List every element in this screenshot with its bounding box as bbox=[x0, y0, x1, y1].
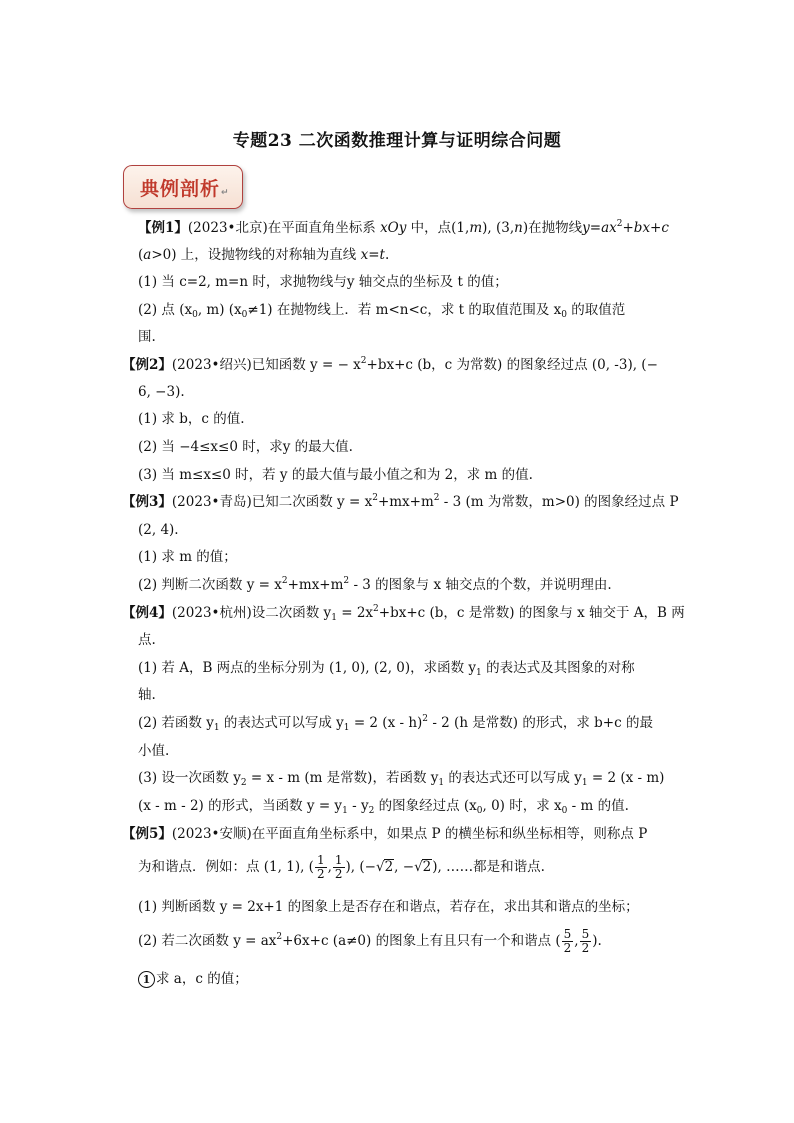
example-1-question-1: (1) 当 c=2, m=n 时，求抛物线与y 轴交点的坐标及 t 的值； bbox=[138, 274, 508, 290]
example-4-question-3-cont: (x - m - 2) 的形式，当函数 $y = y_1 - y_2$ 的图象经过点 ($x_0$, 0) 时，求 $x_0$ - m 的值. bbox=[138, 798, 629, 816]
section-badge-label: 典例剖析↵ bbox=[140, 178, 230, 200]
example-2-question-3: (3) 当 m≤x≤0 时，若 y 的最大值与最小值之和为 2，求 m 的值. bbox=[138, 467, 533, 483]
page-title: 专题23 二次函数推理计算与证明综合问题 bbox=[232, 131, 562, 151]
example-4-line-2: 点. bbox=[138, 632, 156, 648]
example-4-question-2: (2) 若函数 $y_1$ 的表达式可以写成 $y_1 = 2$ (x - h)$^2$ - 2 (h 是常数) 的形式，求 b+c 的最 bbox=[138, 714, 653, 733]
example-5-line-1: 【例5】(2023•安顺)在平面直角坐标系中，如果点 P 的横坐标和纵坐标相等，则称点 P bbox=[122, 826, 648, 842]
example-5-subquestion-1: 1 求 a，c 的值； bbox=[138, 970, 248, 988]
example-1-question-2-cont: 围. bbox=[138, 329, 156, 345]
example-3-question-1: (1) 求 m 的值； bbox=[138, 549, 237, 565]
example-2-line-2: 6, −3). bbox=[138, 384, 185, 400]
circled-number-one: 1 bbox=[138, 971, 155, 988]
example-1-question-2: (2) 点 ($x_0$, m) $(x_0\ne 1)$ 在抛物线上．若 m<n<c，求 t 的取值范围及 $x_0$ 的取值范 bbox=[138, 302, 626, 320]
fraction-one-half: $\frac{1}{2}$ bbox=[316, 853, 325, 881]
example-2-question-1: (1) 求 b，c 的值. bbox=[138, 411, 245, 427]
example-5-question-2: (2) 若二次函数 $y = ax^2+6x+c$ (a≠0) 的图象上有且只有一个和谐点 ( $\frac{5}{2}$ , $\frac{5}{2}$ ). bbox=[138, 927, 602, 955]
example-1-line-1: 【例1】(2023•北京)在平面直角坐标系 xOy 中，点(1,m), (3,n)在抛物线$y=ax^2+bx+c$ bbox=[138, 219, 669, 236]
sqrt-icon: √ bbox=[375, 859, 385, 875]
sqrt-icon: √ bbox=[414, 859, 423, 875]
example-4-line-1: 【例4】(2023•杭州)设二次函数 $y_1 = 2x^2+bx+c$ (b，c 是常数) 的图象与 x 轴交于 A，B 两 bbox=[122, 604, 685, 623]
return-mark-icon: ↵ bbox=[221, 188, 230, 198]
example-4-question-1-cont: 轴. bbox=[138, 687, 156, 703]
example-5-line-2: 为和谐点．例如：点 (1, 1), ( $\frac{1}{2}$ , $\frac{1}{2}$ ), (−√2, −√2), ……都是和谐点. bbox=[138, 853, 545, 881]
example-4-question-1: (1) 若 A，B 两点的坐标分别为 (1, 0), (2, 0)，求函数 $y_1$ 的表达式及其图象的对称 bbox=[138, 660, 635, 678]
example-1-line-2: (a>0) 上，设抛物线的对称轴为直线 x=t. bbox=[138, 247, 390, 263]
example-3-question-2: (2) 判断二次函数 $y = x^2+mx+m^2 - 3$ 的图象与 x 轴交点的个数，并说明理由. bbox=[138, 576, 612, 593]
fraction-five-halves: $\frac{5}{2}$ bbox=[581, 927, 590, 955]
example-2-question-2: (2) 当 −4≤x≤0 时，求y 的最大值. bbox=[138, 439, 353, 455]
fraction-one-half: $\frac{1}{2}$ bbox=[334, 853, 343, 881]
example-4-question-2-cont: 小值. bbox=[138, 743, 170, 759]
fraction-five-halves: $\frac{5}{2}$ bbox=[563, 927, 572, 955]
example-2-line-1: 【例2】(2023•绍兴)已知函数 y = − $x^2+bx+c$ (b，c 为常数) 的图象经过点 (0, -3), (− bbox=[122, 356, 658, 373]
example-3-line-2: (2, 4). bbox=[138, 522, 179, 538]
example-3-line-1: 【例3】(2023•青岛)已知二次函数 $y = x^2+mx+m^2 - 3$ (m 为常数，m>0) 的图象经过点 P bbox=[122, 493, 679, 510]
example-4-question-3: (3) 设一次函数 $y_2 = x - m$ (m 是常数)，若函数 $y_1$ 的表达式还可以写成 $y_1 = 2$ (x - m) bbox=[138, 770, 665, 788]
section-badge bbox=[123, 165, 243, 209]
example-5-question-1: (1) 判断函数 y = 2x+1 的图象上是否存在和谐点，若存在，求出其和谐点的坐标； bbox=[138, 899, 639, 915]
